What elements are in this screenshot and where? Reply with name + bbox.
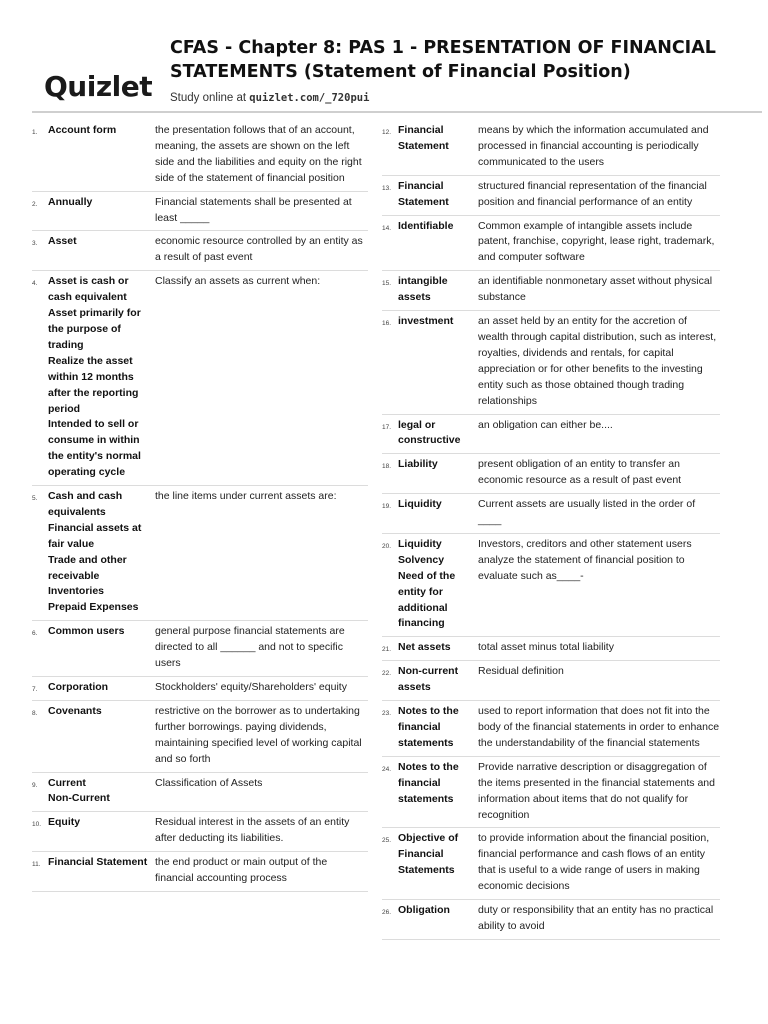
term-number: 25. [382, 837, 392, 845]
term-definition: the end product or main output of the financial accounting process [155, 856, 328, 885]
term-number: 3. [32, 240, 38, 248]
left-term-list [32, 120, 368, 892]
term-row [382, 828, 720, 900]
term-row [32, 231, 368, 271]
term-definition: Investors, creditors and other statement users analyze the statement of financial position to evaluate such as____- [478, 537, 692, 582]
term-number: 1. [32, 129, 38, 136]
quizlet-logo: Quizlet [44, 70, 153, 103]
term-row [382, 415, 720, 455]
term-row [32, 677, 368, 701]
term-row [382, 701, 720, 757]
term-definition: an obligation can either be.... [478, 418, 613, 431]
term-definition: used to report information that does not fit into the body of the financial statements in order to enhance the understandability of the financial statements [478, 705, 720, 749]
study-prefix: Study online at [170, 92, 247, 104]
term-definition: present obligation of an entity to transfer an economic resource as a result of past event [478, 458, 682, 487]
term-label: Asset [48, 235, 77, 248]
term-number: 20. [382, 542, 392, 550]
term-number: 22. [382, 670, 392, 678]
term-label: Financial Statement [398, 179, 449, 208]
term-definition: an asset held by an entity for the accretion of wealth through capital distribution, such as interest, royalties, dividends and rentals, for capital appreciation or for other benefits to the investing entity such as those obtained though trading relationships [478, 315, 717, 407]
term-row [382, 176, 720, 216]
term-row [32, 852, 368, 892]
term-row [32, 773, 368, 813]
term-definition: general purpose financial statements are directed to all ______ and not to specific users [155, 625, 345, 670]
term-label: investment [398, 315, 454, 328]
term-number: 19. [382, 503, 392, 511]
term-row [382, 216, 720, 272]
term-number: 8. [32, 709, 38, 717]
term-definition: Provide narrative description or disaggregation of the items presented in the financial statements and information about items that do not qualify for recognition [478, 760, 715, 821]
term-row [32, 192, 368, 232]
term-definition: the presentation follows that of an account, meaning, the assets are shown on the left side and the liabilities and equity on the right side of the statement of financial position [155, 124, 362, 184]
term-row [382, 661, 720, 701]
term-number: 10. [32, 821, 42, 829]
term-label: Financial Statement [398, 124, 449, 152]
term-definition: the line items under current assets are: [155, 490, 337, 503]
term-row [382, 900, 720, 940]
term-row [32, 271, 368, 486]
term-label: Equity [48, 816, 81, 829]
term-number: 16. [382, 320, 392, 328]
term-definition: Stockholders' equity/Shareholders' equity [155, 681, 347, 693]
term-number: 23. [382, 710, 392, 718]
term-number: 24. [382, 765, 392, 773]
term-row [382, 120, 720, 176]
term-label: Liability [398, 458, 438, 471]
term-definition: Current assets are usually listed in the order of ____ [478, 498, 696, 527]
term-label: Identifiable [398, 219, 454, 232]
study-online-line [170, 92, 369, 104]
term-definition: Common example of intangible assets include patent, franchise, copyright, lease right, trademark, and computer software [478, 219, 715, 264]
term-row [382, 311, 720, 414]
term-definition: means by which the information accumulated and processed in financial accounting is periodically communicated to the users [478, 124, 709, 168]
term-row [32, 486, 368, 621]
term-number: 12. [382, 129, 392, 136]
term-row [32, 120, 368, 192]
term-row [32, 701, 368, 773]
term-number: 26. [382, 909, 392, 917]
term-label: Annually [48, 195, 93, 208]
term-label: intangible assets [398, 275, 448, 304]
term-label: Corporation [48, 681, 109, 693]
term-definition: Classification of Assets [155, 776, 263, 789]
term-label: legal or constructive [398, 418, 461, 447]
term-definition: Financial statements shall be presented at least _____ [155, 195, 352, 224]
term-label: Asset is cash or cash equivalent Asset primarily for the purpose of trading Realize the asset within 12 months after the reporting period Intended to sell or consume in within the entity's normal operating cycle [48, 275, 141, 479]
term-row [382, 637, 720, 661]
term-label: Liquidity Solvency Need of the entity for additional financing [398, 537, 456, 630]
term-definition: to provide information about the financial position, financial performance and cash flows of an entity that is useful to a wide range of users in making economic decisions [478, 832, 710, 893]
term-row [382, 454, 720, 494]
term-label: Objective of Financial Statements [398, 832, 459, 877]
term-row [32, 621, 368, 677]
term-label: Notes to the financial statements [398, 705, 459, 749]
term-number: 13. [382, 184, 392, 192]
term-label: Obligation [398, 904, 450, 917]
term-number: 11. [32, 861, 41, 869]
term-label: Current Non-Current [48, 776, 110, 805]
term-number: 14. [382, 224, 392, 232]
term-definition: total asset minus total liability [478, 641, 614, 654]
term-row [382, 757, 720, 829]
term-definition: restrictive on the borrower as to undertaking further borrowings. paying dividends, maintaining specified level of working capital and so forth [155, 704, 362, 765]
term-label: Cash and cash equivalents Financial assets at fair value Trade and other receivable Inventories Prepaid Expenses [48, 490, 142, 614]
term-label: Net assets [398, 641, 451, 654]
term-definition: Residual interest in the assets of an entity after deducting its liabilities. [155, 816, 350, 845]
study-url-link[interactable]: quizlet.com/_720pui [249, 92, 370, 104]
term-definition: economic resource controlled by an entity as a result of past event [155, 235, 363, 264]
term-number: 9. [32, 781, 38, 789]
term-number: 7. [32, 686, 38, 693]
page-title: CFAS - Chapter 8: PAS 1 - PRESENTATION OF FINANCIAL STATEMENTS (Statement of Financial Position) [170, 38, 716, 82]
term-row [382, 494, 720, 534]
term-definition: structured financial representation of the financial position and financial performance of an entity [478, 179, 707, 208]
term-label: Non-current assets [398, 665, 459, 694]
term-number: 18. [382, 463, 392, 471]
term-definition: Residual definition [478, 665, 564, 678]
header-divider [32, 111, 762, 113]
term-number: 6. [32, 630, 38, 638]
term-label: Common users [48, 625, 125, 638]
right-term-list [382, 120, 720, 940]
term-label: Liquidity [398, 498, 442, 511]
term-row [32, 812, 368, 852]
term-number: 15. [382, 280, 392, 288]
term-definition: an identifiable nonmonetary asset without physical substance [478, 275, 713, 304]
term-number: 17. [382, 423, 392, 431]
term-definition: Classify an assets as current when: [155, 275, 321, 288]
term-row [382, 271, 720, 311]
term-number: 2. [32, 200, 38, 208]
term-number: 21. [382, 646, 392, 654]
term-number: 4. [32, 280, 38, 288]
term-label: Notes to the financial statements [398, 760, 459, 805]
term-row [382, 534, 720, 637]
term-label: Financial Statement [48, 856, 148, 869]
term-label: Account form [48, 124, 117, 136]
term-definition: duty or responsibility that an entity has no practical ability to avoid [478, 904, 714, 932]
term-number: 5. [32, 495, 38, 503]
term-label: Covenants [48, 704, 102, 717]
